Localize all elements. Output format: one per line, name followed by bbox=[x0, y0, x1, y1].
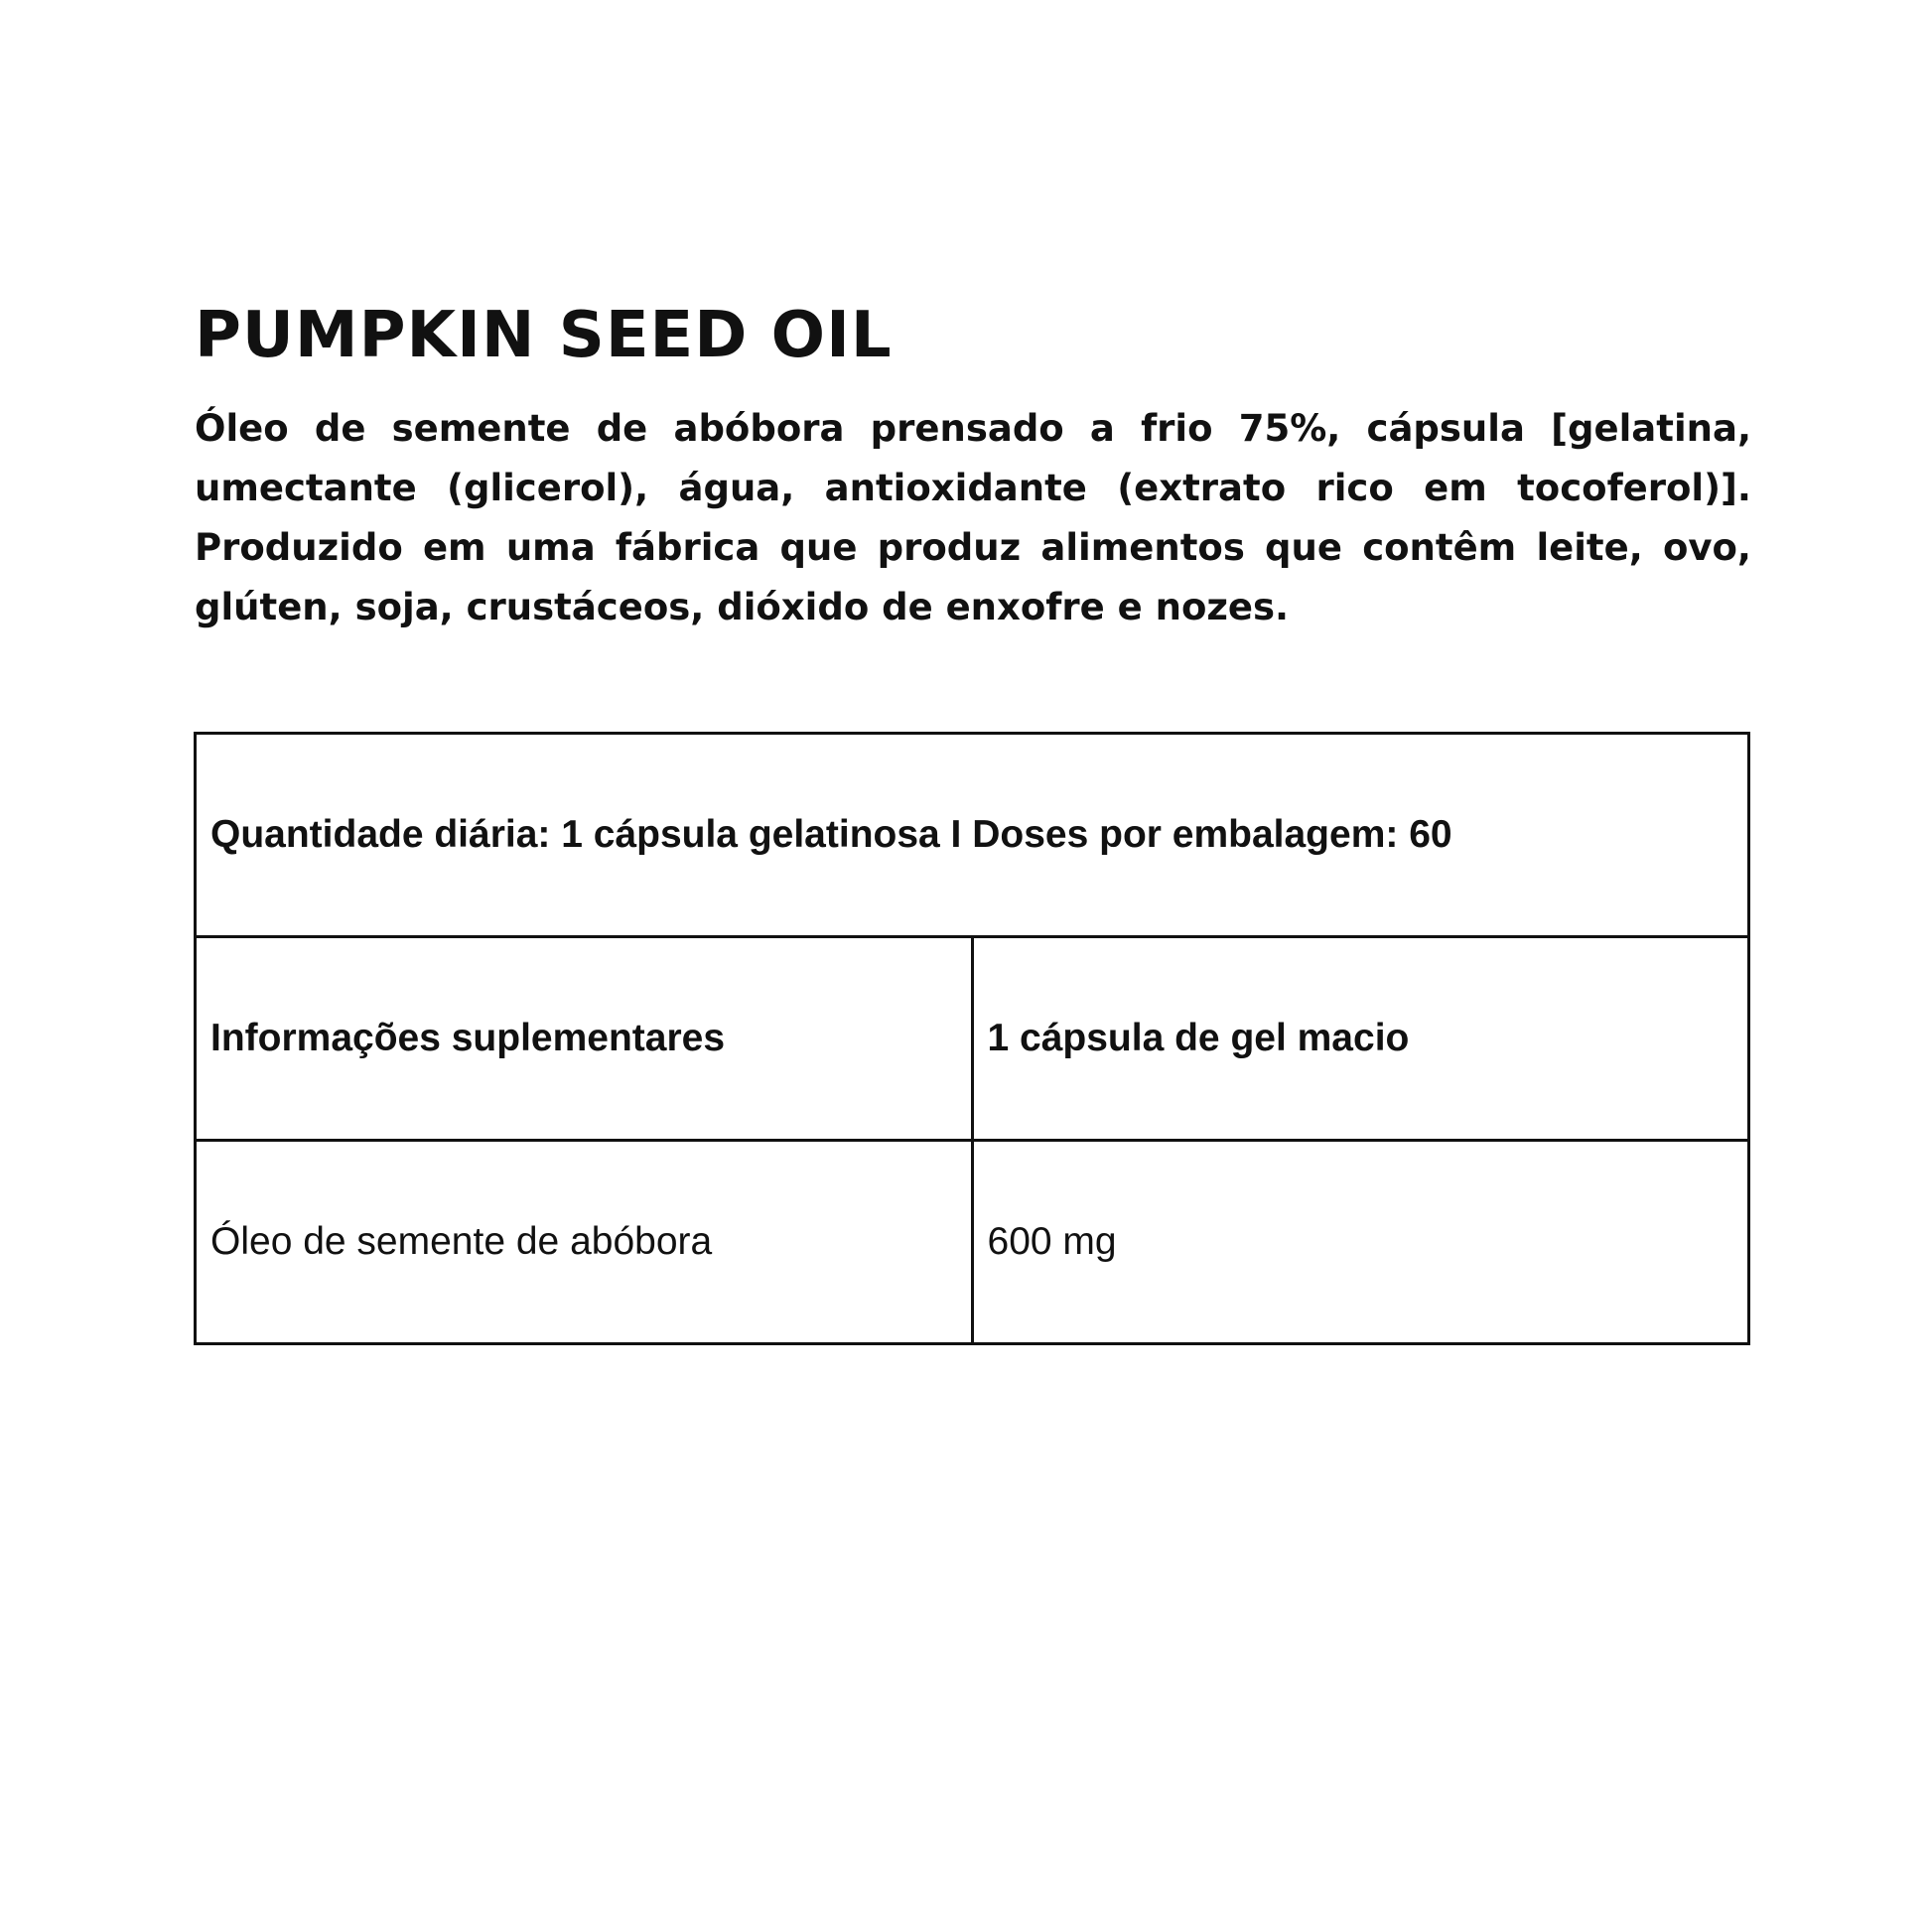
supplement-facts-table bbox=[194, 732, 1750, 1345]
header-serving-size: 1 cápsula de gel macio bbox=[972, 937, 1749, 1141]
serving-info: Quantidade diária: 1 cápsula gelatinosa I Doses por embalagem: 60 bbox=[196, 734, 1749, 937]
table-row bbox=[196, 1141, 1749, 1344]
product-title: PUMPKIN SEED OIL bbox=[195, 299, 893, 372]
serving-row bbox=[196, 734, 1749, 937]
header-supplement-info: Informações suplementares bbox=[196, 937, 973, 1141]
product-info bbox=[195, 298, 1751, 637]
ingredients-text: Óleo de semente de abóbora prensado a frio 75%, cápsula [gelatina, umectante (glicerol), água, antioxidante (extrato rico em tocoferol)]. Produzido em uma fábrica que produz alimentos que contêm leite, ovo, glúten, soja, crustáceos, dióxido de enxofre e nozes. bbox=[195, 407, 1751, 628]
ingredient-name: Óleo de semente de abóbora bbox=[196, 1141, 973, 1344]
table-header-row bbox=[196, 937, 1749, 1141]
ingredient-amount: 600 mg bbox=[972, 1141, 1749, 1344]
